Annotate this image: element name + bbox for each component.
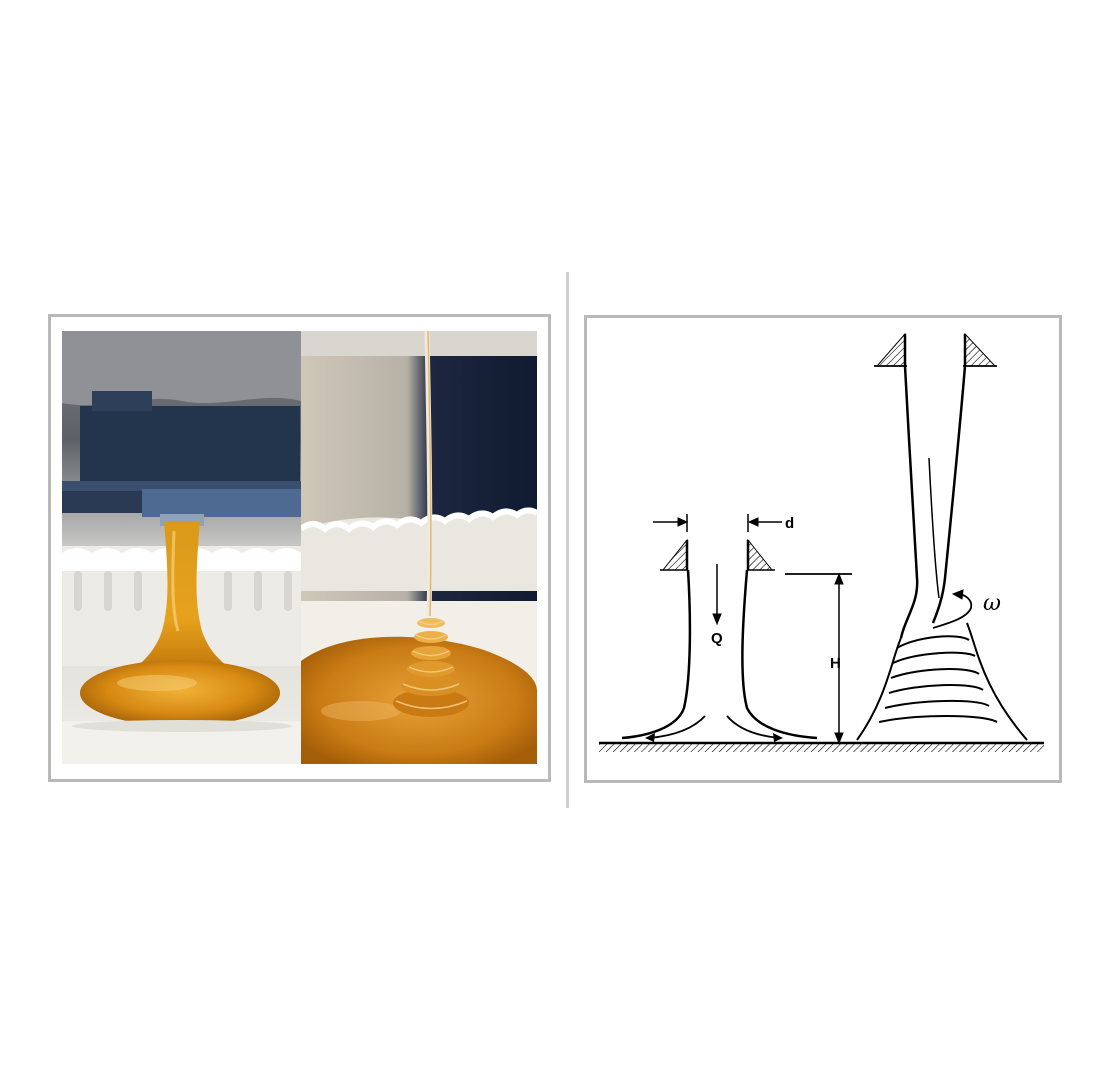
flow-rate-arrow	[713, 564, 721, 624]
spreading-flow-arrows	[649, 716, 779, 738]
label-h: H	[830, 655, 841, 672]
arrow-head-right	[773, 733, 783, 742]
right-diagram-panel	[584, 315, 1062, 783]
label-d: d	[785, 515, 795, 532]
label-q: Q	[711, 630, 723, 647]
diameter-indicator	[653, 514, 782, 532]
right-nozzle	[874, 334, 997, 366]
steady-jet	[622, 570, 817, 738]
photo-honey-coiling-jet	[301, 331, 537, 764]
ground-surface	[599, 743, 1044, 752]
height-indicator	[785, 574, 852, 743]
label-omega: ω	[983, 591, 1001, 616]
photo-honey-steady-jet	[62, 331, 301, 764]
coiling-jet	[901, 366, 965, 638]
coil-stack	[857, 623, 1027, 740]
panel-divider	[566, 272, 569, 808]
coiling-schematic	[587, 318, 1059, 780]
